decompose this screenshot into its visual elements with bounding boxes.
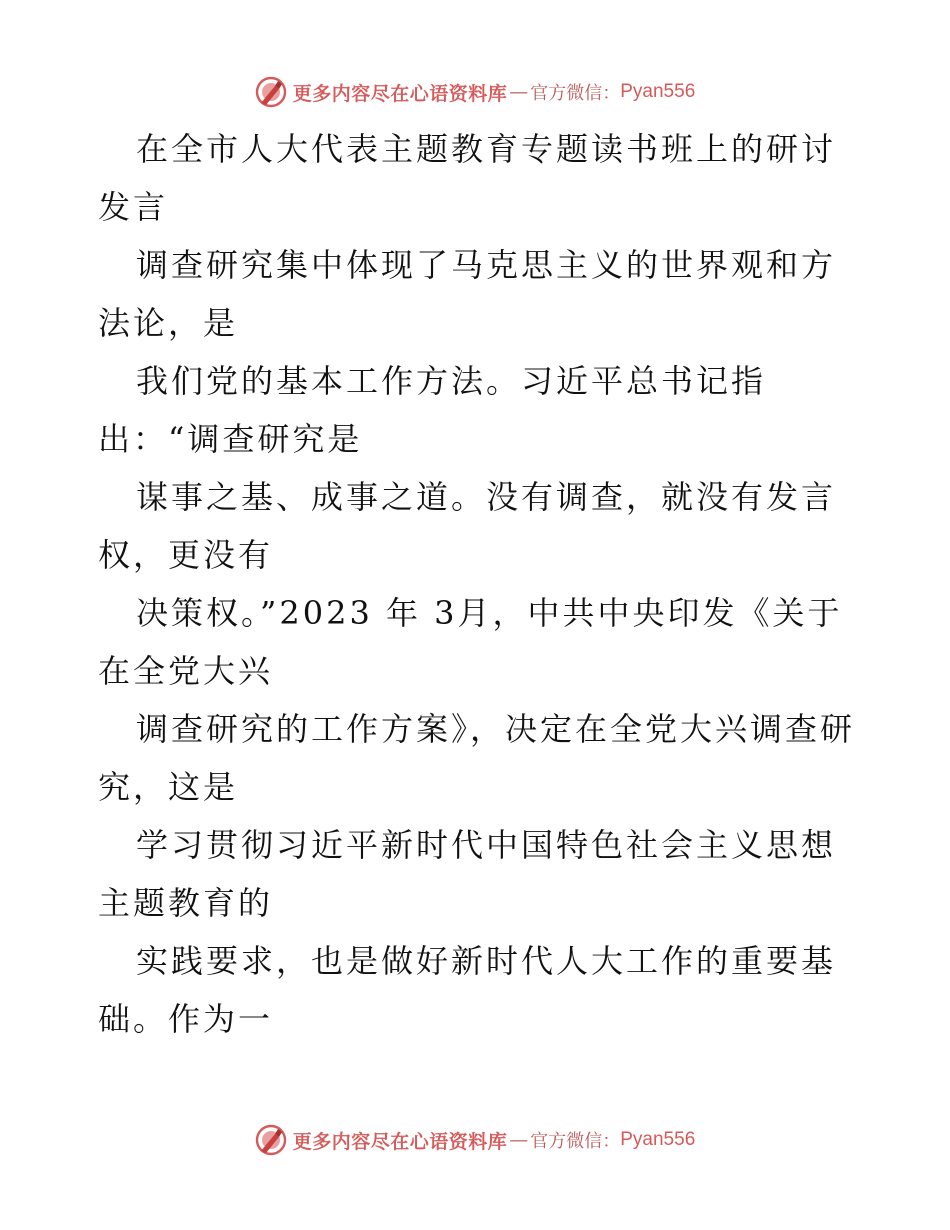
- footer-watermark: [0, 1120, 950, 1160]
- watermark-site-text: 更多内容尽在心语资料库: [292, 82, 508, 105]
- text-line: 调查研究集中体现了马克思主义的世界观和方法论，是: [98, 246, 837, 342]
- pen-logo-icon: [255, 1124, 287, 1156]
- watermark-wechat-label: 官方微信：: [530, 83, 621, 104]
- watermark-separator: —: [509, 1129, 529, 1151]
- text-line: 谋事之基、成事之道。没有调查，就没有发言权，更没有: [98, 478, 837, 574]
- watermark-wechat-id: Pyan556: [620, 1129, 696, 1150]
- text-line: 调查研究的工作方案》，决定在全党大兴调查研究，这是: [98, 710, 856, 806]
- text-line: 实践要求，也是做好新时代人大工作的重要基础。作为一: [98, 942, 837, 1038]
- watermark-separator: —: [509, 81, 529, 103]
- pen-logo-icon: [255, 76, 287, 108]
- text-line: 学习贯彻习近平新时代中国特色社会主义思想主题教育的: [98, 826, 837, 922]
- text-line: 决策权。”2023 年 3月，中共中央印发《关于在全党大兴: [98, 594, 843, 690]
- header-watermark: [0, 72, 950, 112]
- document-body: [0, 120, 950, 1048]
- watermark-site-text: 更多内容尽在心语资料库: [292, 1130, 508, 1153]
- watermark-wechat-label: 官方微信：: [530, 1131, 621, 1152]
- watermark-wechat-id: Pyan556: [620, 81, 696, 102]
- document-title-line: 在全市人大代表主题教育专题读书班上的研讨发言: [98, 130, 837, 226]
- text-line: 我们党的基本工作方法。习近平总书记指出：“调查研究是: [98, 362, 767, 458]
